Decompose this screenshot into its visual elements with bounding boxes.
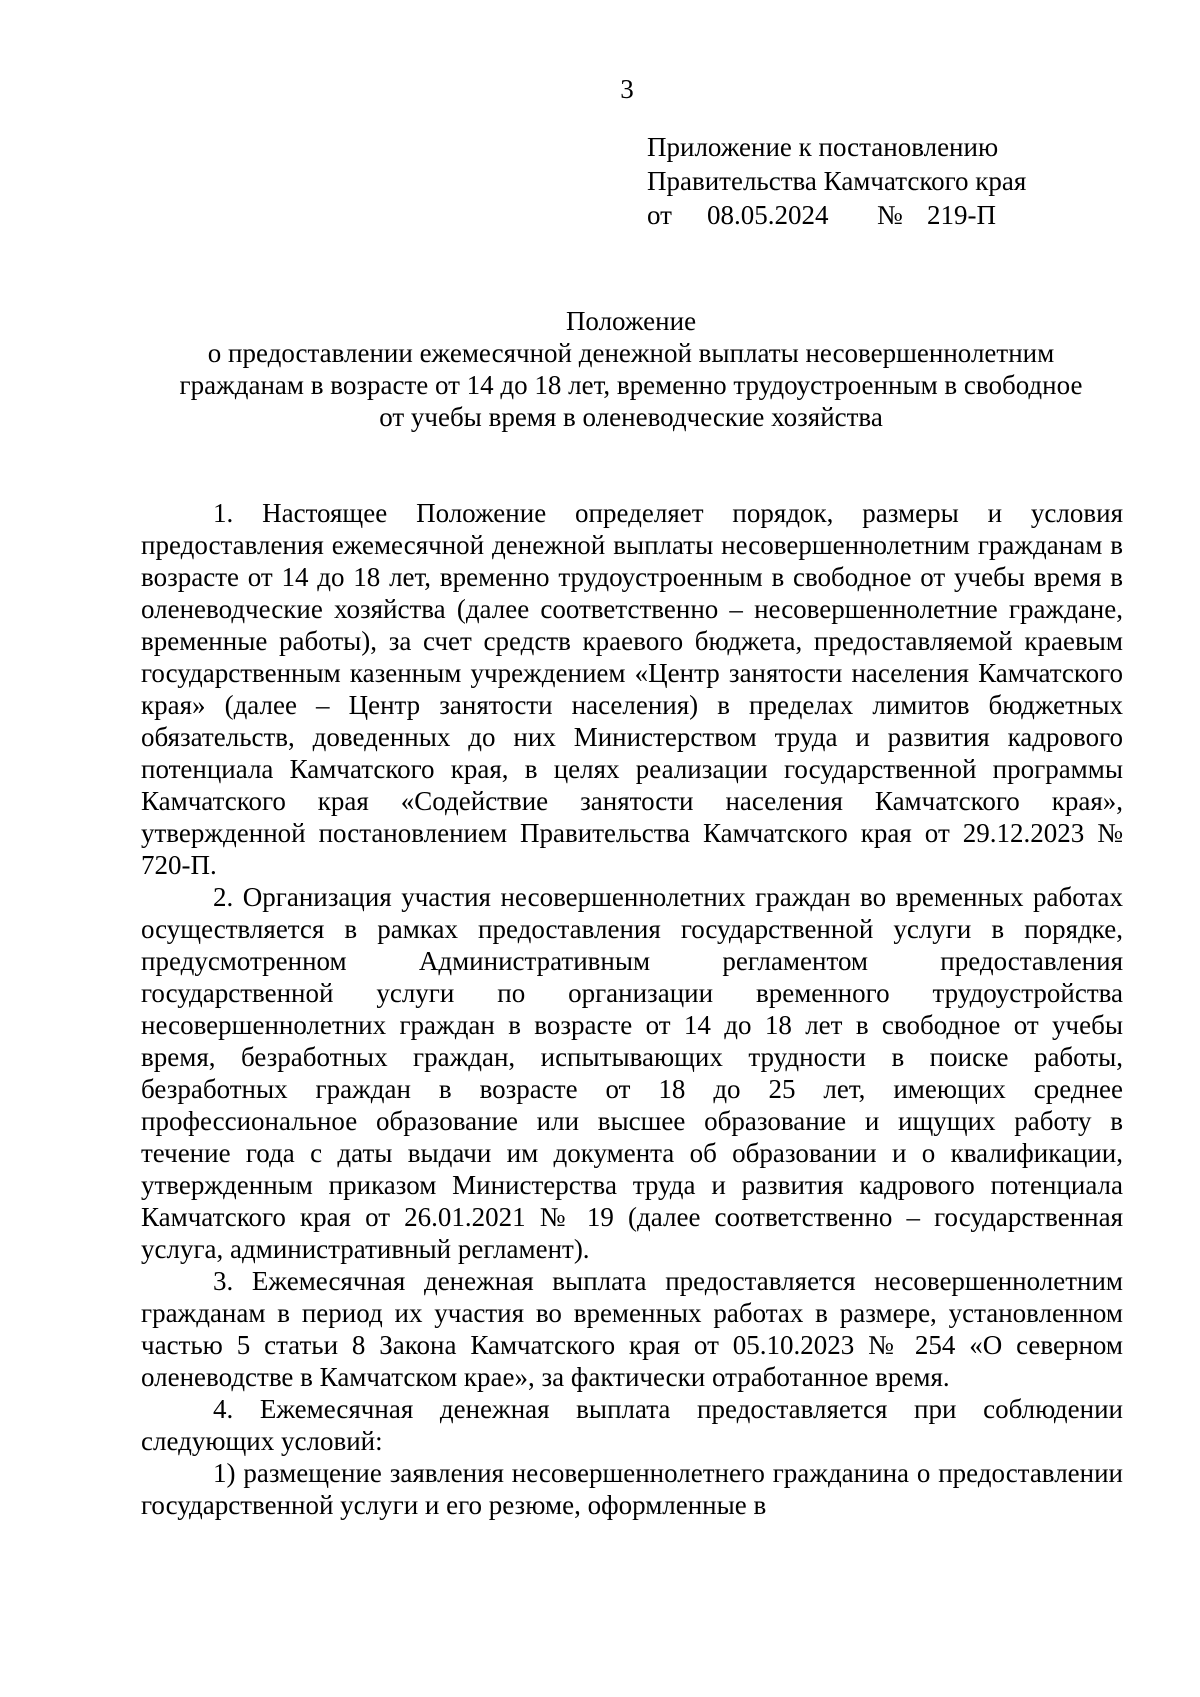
title-heading: Положение [565,306,697,336]
appendix-line-2: Правительства Камчатского края [647,166,1027,196]
paragraph-4: 4. Ежемесячная денежная выплата предоставляется при соблюдении следующих условий: [141,1394,1123,1456]
appendix-block [647,130,1026,232]
document-body [141,497,1123,1521]
title-subtitle-line-3: от учебы время в оленеводческие хозяйства [379,402,883,432]
paragraph-2: 2. Организация участия несовершеннолетних граждан во временных работах осуществляется в рамках предоставления государственной услуги в порядке, предусмотренном Административным регламентом предоставления государственной услуги по организации временного трудоустройства несовершеннолетних граждан в возрасте от 14 до 18 лет в свободное от учебы время, безработных граждан, испытывающих трудности в поиске работы, безработных граждан в возрасте от 18 до 25 лет, имеющих среднее профессиональное образование или высшее образование и ищущих работу в течение года с даты выдачи им документа об образовании и о квалификации, утвержденным приказом Министерства труда и развития кадрового потенциала Камчатского края от 26.01.2021 № 19 (далее соответственно – государственная услуга, административный регламент). [141,882,1123,1264]
title-subtitle-line-1: о предоставлении ежемесячной денежной выплаты несовершеннолетним [207,338,1055,368]
page-number: 3 [620,74,634,104]
paragraph-1: 1. Настоящее Положение определяет порядок, размеры и условия предоставления ежемесячной денежной выплаты несовершеннолетним гражданам в возрасте от 14 до 18 лет, временно трудоустроенным в свободное от учебы время в оленеводческие хозяйства (далее соответственно – несовершеннолетние граждане, временные работы), за счет средств краевого бюджета, предоставляемой краевым государственным казенным учреждением «Центр занятости населения Камчатского края» (далее – Центр занятости населения) в пределах лимитов бюджетных обязательств, доведенных до них Министерством труда и развития кадрового потенциала Камчатского края, в целях реализации государственной программы Камчатского края «Содействие занятости населения Камчатского края», утвержденной постановлением Правительства Камчатского края от 29.12.2023 № 720-П. [141,498,1123,880]
from-label: от [647,200,672,230]
number-sign: № [877,200,903,230]
title-subtitle-line-2: гражданам в возрасте от 14 до 18 лет, временно трудоустроенным в свободное [179,370,1083,400]
paragraph-4-item-1: 1) размещение заявления несовершеннолетнего гражданина о предоставлении государственной услуги и его резюме, оформленные в [141,1458,1123,1520]
resolution-date: 08.05.2024 [707,200,829,230]
paragraph-3: 3. Ежемесячная денежная выплата предоставляется несовершеннолетним гражданам в период их участия во временных работах в размере, установленном частью 5 статьи 8 Закона Камчатского края от 05.10.2023 № 254 «О северном оленеводстве в Камчатском крае», за фактически отработанное время. [141,1266,1123,1392]
document-title [140,305,1122,433]
appendix-line-1: Приложение к постановлению [647,132,999,162]
resolution-number: 219-П [927,200,996,230]
appendix-number-line [647,198,1026,232]
